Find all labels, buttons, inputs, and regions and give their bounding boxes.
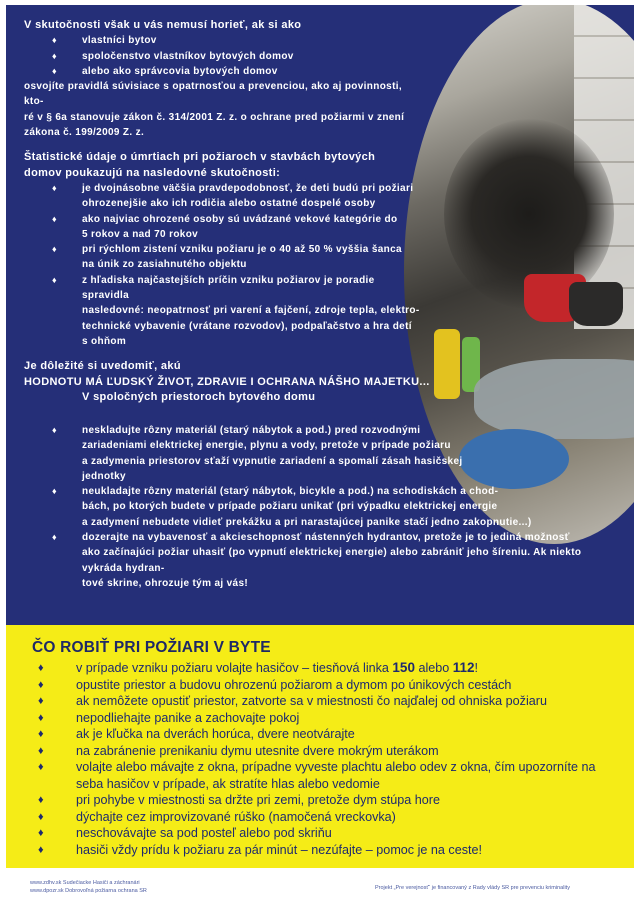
text-line: s ohňom [82,335,127,347]
text-line: neskladujte rôzny materiál (starý nábytok a pod.) pred rozvodnými [82,425,421,436]
footer-link[interactable]: www.zdhv.sk Sudečiacke Hasiči a záchranári [30,880,140,886]
text-line: je dvojnásobne väčšia pravdepodobnosť, že deti budú pri požiari [82,182,414,194]
footer-links [30,879,147,895]
text-line: a zadymení nebudete vidieť prekážku a pri narastajúcej panike stačí jedno zakopnutie...) [82,516,532,528]
text-line: opustite priestor a budovu ohrozenú požiarom a dymom po únikových cestách [76,677,512,692]
text-line: na zabránenie prenikaniu dymu utesnite dvere mokrým uterákom [76,743,439,758]
text-line: ak nemôžete opustiť priestor, zatvorte sa v miestnosti čo najďalej od ohniska požiaru [76,694,547,708]
text-line: zákona č. 199/2009 Z. z. [24,127,145,139]
list-item [24,273,424,349]
list-item [32,792,622,809]
important-caps: HODNOTU MÁ ĽUDSKÝ ŽIVOT, ZDRAVIE I OCHRANA NÁŠHO MAJETKU... [24,375,430,388]
common-spaces-title: V spoločných priestoroch bytového domu [82,390,316,403]
emergency-number-150: 150 [392,660,415,675]
stats-list [24,181,424,349]
list-item [32,660,622,677]
text-segment: v prípade vzniku požiaru volajte hasičov – tiesňová linka [76,661,393,675]
text-line: volajte alebo mávajte z okna, prípadne vyveste plachtu alebo odev z okna, čím upozorníte na [76,760,596,774]
list-item [32,677,622,694]
list-item [32,809,622,826]
common-spaces-text [24,423,624,591]
text-line: ako začínajúci požiar uhasiť (po vypnutí elektrickej energie) alebo zabrániť jeho šíreniu. Ak niekto vykráda hydran- [82,547,582,574]
text-line: osvojíte pravidlá súvisiace s opatrnosťou a prevenciou, ako aj povinnosti, kto- [24,81,403,108]
text-line: bách, po ktorých budete v prípade požiaru unikať (pri výpadku elektrickej energie [82,501,498,513]
list-item [32,693,622,710]
list-item: ♦ spoločenstvo vlastníkov bytových domov [24,49,424,64]
list-item [24,212,424,243]
list-item [32,842,622,859]
stats-heading: domov poukazujú na nasledovné skutočnosti: [24,166,281,179]
text-line: neschovávajte sa pod posteľ alebo pod skriňu [76,826,332,840]
footer-link[interactable]: www.dpozr.sk Dobrovoľná požiarna ochrana SR [30,888,147,894]
text-line: zariadeniami elektrickej energie, plynu a vody, pretože v prípade požiaru [82,440,451,452]
text-segment: alebo [414,661,453,675]
text-line: z hľadiska najčastejších príčin vzniku požiarov je poradie spravidla [82,274,375,302]
intro-list [24,33,424,79]
text-line: technické vybavenie (vrátane rozvodov), podpaľačstvo a hra detí [82,320,412,332]
list-item [24,423,624,484]
text-line: na únik zo zasiahnutého objektu [82,259,247,271]
important-line: Je dôležité si uvedomiť, akú [24,360,181,373]
stats-heading: Štatistické údaje o úmrtiach pri požiaroch v stavbách bytových [24,151,376,164]
text-line: pri rýchlom zistení vzniku požiaru je o 40 až 50 % vyššia šanca [82,244,402,256]
text-line: seba hasičov v prípade, ak stratíte hlas alebo vedomie [76,776,380,791]
list-item [32,710,622,727]
list-item [24,242,424,273]
list-item [24,181,424,212]
list-item [24,530,624,591]
text-line: ak je kľučka na dverách horúca, dvere neotvárajte [76,727,355,741]
text-line: neukladajte rôzny materiál (starý nábytok, bicykle a pod.) na schodiskách a chod- [82,486,499,498]
list-item [32,743,622,760]
emergency-number-112: 112 [452,660,475,675]
footer [0,870,640,905]
list-item: ♦ alebo ako správcovia bytových domov [24,64,424,79]
list-item [32,759,622,792]
text-line: ako najviac ohrozené osoby sú uvádzané vekové kategórie do [82,213,398,225]
text-line: 5 rokov a nad 70 rokov [82,228,199,240]
text-line: pri pohybe v miestnosti sa držte pri zemi, pretože dym stúpa hore [76,793,440,807]
emergency-list [32,660,622,858]
list-item: ♦ vlastníci bytov [24,33,424,48]
text-line: nepodliehajte panike a zachovajte pokoj [76,710,300,725]
footer-funding-note: Projekt „Pre verejnosť“ je financovaný z Rady vlády SR pre prevenciu kriminality [375,885,570,891]
common-list [24,423,624,591]
emergency-title: ČO ROBIŤ PRI POŽIARI V BYTE [32,639,271,656]
yellow-emergency-panel [6,625,634,868]
text-line: nasledovné: neopatrnosť pri varení a fajčení, zdroje tepla, elektro- [82,305,420,317]
prevention-text [24,18,430,405]
text-segment: ! [474,661,479,675]
list-item [32,825,622,842]
text-line: hasiči vždy prídu k požiaru za pár minút – nezúfajte – pomoc je na ceste! [76,842,483,857]
list-item [24,484,624,530]
text-line: tové skrine, ohrozuje tým aj vás! [82,577,249,589]
intro-heading: V skutočnosti však u vás nemusí horieť, ak si ako [24,19,302,31]
blue-info-panel [6,5,634,625]
text-line: ré v § 6a stanovuje zákon č. 314/2001 Z. z. o ochrane pred požiarmi v znení [24,111,405,123]
text-line: dozerajte na vybavenosť a akcieschopnosť nástenných hydrantov, pretože je to jediná možnosť [82,532,570,544]
text-line: jednotky [82,470,126,482]
text-line: dýchajte cez improvizované rúško (namočená vreckovka) [76,809,396,824]
text-line: ohrozenejšie ako ich rodičia alebo ostatné dospelé osoby [82,198,376,210]
text-line: a zadymenia priestorov sťaží vypnutie zariadení a spomalí zásah hasičskej [82,455,463,467]
list-item [32,726,622,743]
